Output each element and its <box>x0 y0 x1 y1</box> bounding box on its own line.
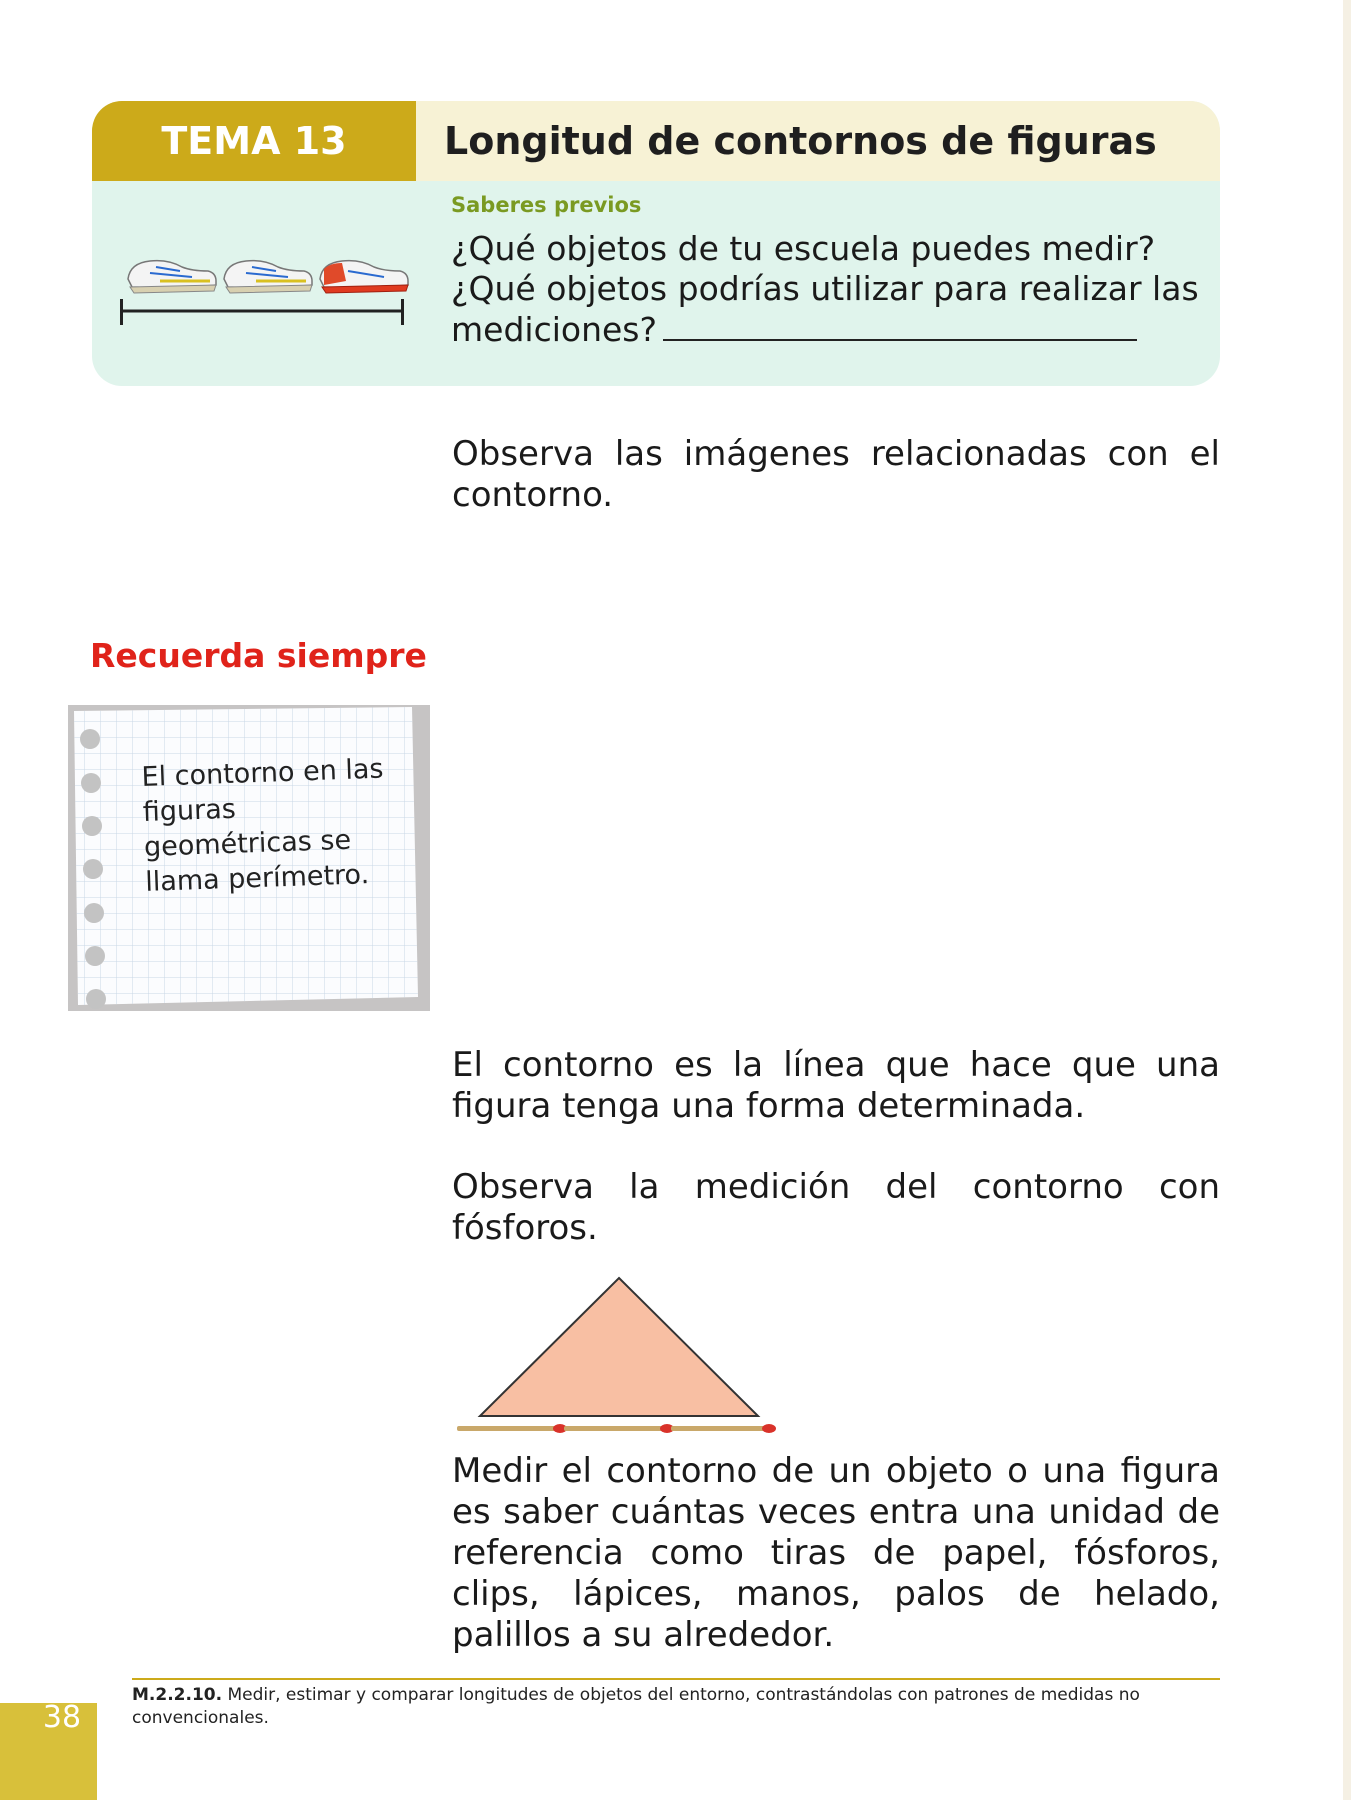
measuring-paragraph: Medir el contorno de un objeto o una figura es saber cuántas veces entra una unidad de referencia como tiras de papel, fósforos, clips, lápices, manos, palos de helado, palillos a su alrededor. <box>452 1451 1220 1655</box>
footer-divider <box>132 1678 1220 1680</box>
topic-number-tab <box>92 101 416 181</box>
page-edge-strip <box>1343 0 1351 1800</box>
observe-paragraph: Observa las imágenes relacionadas con el contorno. <box>452 434 1220 515</box>
sneakers-measurement-illustration <box>120 241 410 386</box>
answer-blank-line[interactable] <box>663 309 1137 341</box>
recuerda-note-text: El contorno en las figuras geométricas se llama perímetro. <box>141 753 385 898</box>
measure-line <box>120 299 404 325</box>
prior-knowledge-label: Saberes previos <box>451 193 642 217</box>
sneaker-icon <box>128 261 216 293</box>
definition-paragraph: El contorno es la línea que hace que una figura tenga una forma determinada. <box>452 1045 1220 1126</box>
topic-number: TEMA 13 <box>161 119 347 163</box>
triangle-shape <box>480 1278 758 1416</box>
prior-knowledge-question <box>451 229 1211 350</box>
recuerda-heading: Recuerda siempre <box>90 636 427 675</box>
match-sticks-icon <box>457 1424 776 1433</box>
curriculum-standard <box>132 1684 1220 1730</box>
standard-code: M.2.2.10. <box>132 1685 223 1705</box>
standard-description: Medir, estimar y comparar longitudes de objetos del entorno, contrastándolas con patrones de medidas no convencionales. <box>132 1685 1140 1728</box>
question-text: ¿Qué objetos de tu escuela puedes medir? ¿Qué objetos podrías utilizar para realizar las mediciones? <box>451 229 1199 349</box>
page-number: 38 <box>42 1700 82 1735</box>
topic-header-card <box>92 101 1220 386</box>
topic-title-bar <box>416 101 1220 181</box>
matches-paragraph: Observa la medición del contorno con fósforos. <box>452 1167 1220 1248</box>
topic-title: Longitud de contornos de figuras <box>444 119 1157 163</box>
triangle-matches-figure <box>452 1270 792 1440</box>
sneaker-icon <box>224 261 312 293</box>
sneaker-icon <box>320 261 408 293</box>
